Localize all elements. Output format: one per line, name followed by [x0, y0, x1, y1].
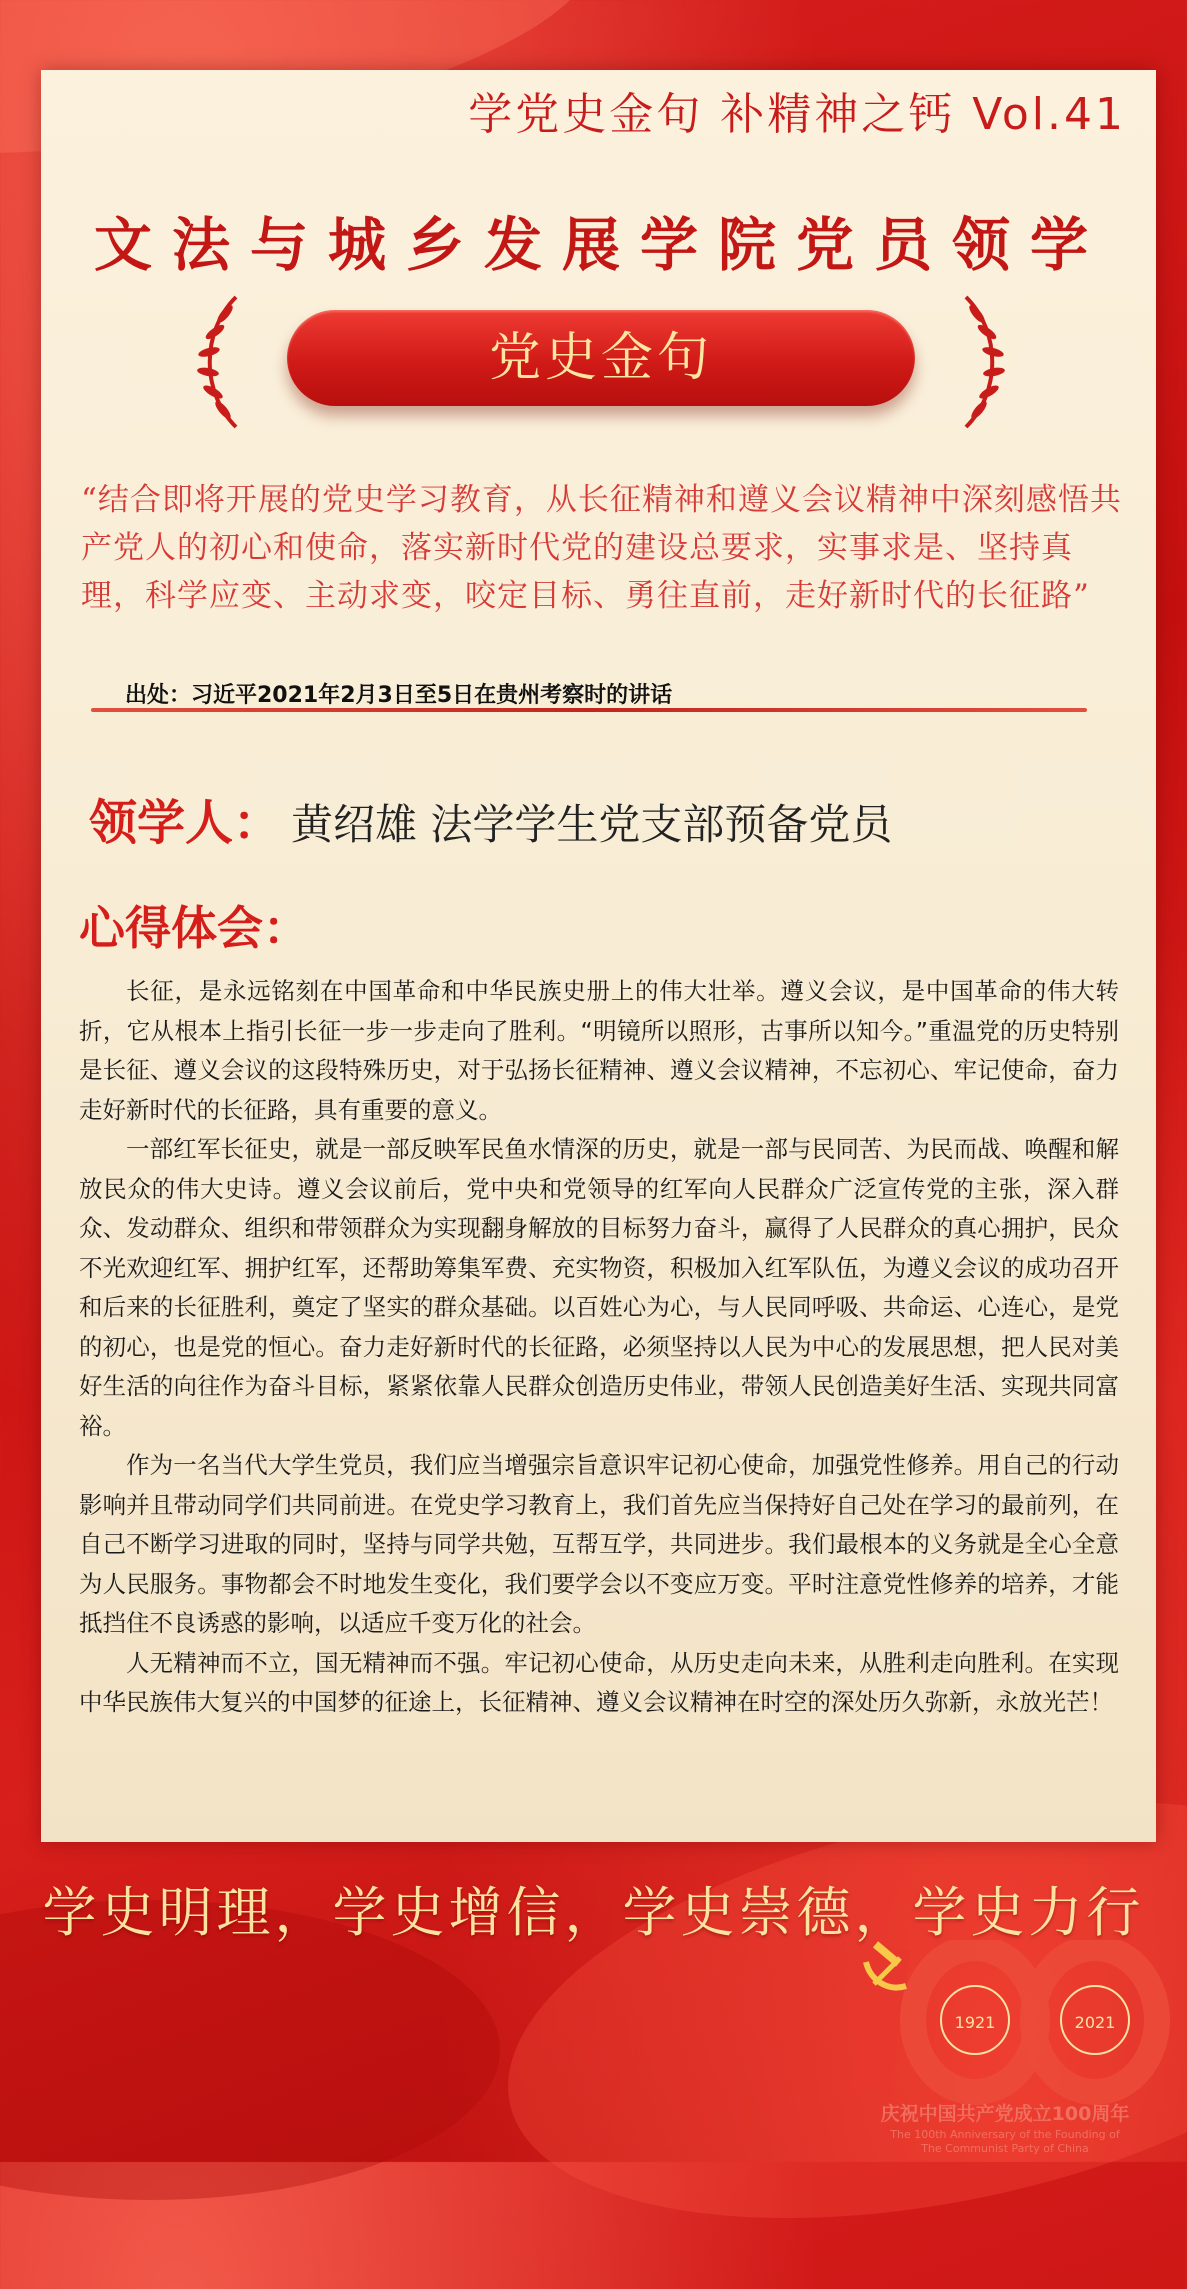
leader-label: 领学人： — [89, 795, 282, 851]
emblem-year-end: 2021 — [1074, 2013, 1116, 2032]
experience-paragraph: 一部红军长征史，就是一部反映军民鱼水情深的历史，就是一部与民同苦、为民而战、唤醒和解放民众的伟大史诗。遵义会议前后，党中央和党领导的红军向人民群众广泛宣传党的主张，深入群众、发动群众、组织和带领群众为实现翻身解放的目标努力奋斗，赢得了人民群众的真心拥护，民众不光欢迎红军、拥护红军，还帮助筹集军费、充实物资，积极加入红军队伍，为遵义会议的成功召开和后来的长征胜利，奠定了坚实的群众基础。以百姓心为心，与人民同呼吸、共命运、心连心，是党的初心，也是党的恒心。奋力走好新时代的长征路，必须坚持以人民为中心的发展思想，把人民对美好生活的向往作为奋斗目标，紧紧依靠人民群众创造历史伟业，带领人民创造美好生活、实现共同富裕。 — [79, 1135, 1119, 1440]
quote-badge: 党史金句 — [287, 310, 915, 406]
content-panel — [41, 70, 1156, 1842]
emblem-caption-en-2: The Communist Party of China — [921, 2142, 1089, 2155]
experience-paragraph: 作为一名当代大学生党员，我们应当增强宗旨意识牢记初心使命，加强党性修养。用自己的行动影响并且带动同学们共同前进。在党史学习教育上，我们首先应当保持好自己处在学习的最前列，在自己不断学习进取的同时，坚持与同学共勉，互帮互学，共同进步。我们最根本的义务就是全心全意为人民服务。事物都会不时地发生变化，我们要学会以不变应万变。平时注意党性修养的培养，才能抵挡住不良诱惑的影响，以适应千变万化的社会。 — [79, 1451, 1119, 1637]
experience-paragraph: 人无精神而不立，国无精神而不强。牢记初心使命，从历史走向未来，从胜利走向胜利。在实现中华民族伟大复兴的中国梦的征途上，长征精神、遵义会议精神在时空的深处历久弥新，永放光芒！ — [79, 1648, 1119, 1716]
leader-line — [89, 784, 892, 853]
slogan: 学史明理，学史增信，学史崇德，学史力行 — [42, 1881, 1145, 1944]
quote-source: 出处：习近平2021年2月3日至5日在贵州考察时的讲话 — [125, 683, 673, 708]
series-title: 学党史金句 补精神之钙 Vol.41 — [468, 89, 1126, 140]
laurel-left-icon — [191, 292, 251, 432]
emblem-year-start: 1921 — [954, 2013, 996, 2032]
laurel-right-icon — [951, 292, 1011, 432]
divider — [91, 708, 1087, 712]
college-title: 文法与城乡发展学院党员领学 — [93, 211, 1108, 279]
experience-body — [79, 972, 1119, 1723]
emblem-caption-cn: 庆祝中国共产党成立100周年 — [880, 2103, 1130, 2125]
experience-paragraph: 长征，是永远铭刻在中国革命和中华民族史册上的伟大壮举。遵义会议，是中国革命的伟大转折，它从根本上指引长征一步一步走向了胜利。“明镜所以照形，古事所以知今。”重温党的历史特别是长征、遵义会议的这段特殊历史，对于弘扬长征精神、遵义会议精神，不忘初心、牢记使命，奋力走好新时代的长征路，具有重要的意义。 — [79, 977, 1119, 1124]
emblem-caption-en-1: The 100th Anniversary of the Founding of — [890, 2128, 1120, 2141]
leader-value: 黄绍雄 法学学生党支部预备党员 — [291, 800, 893, 849]
quote-text: “结合即将开展的党史学习教育，从长征精神和遵义会议精神中深刻感悟共产党人的初心和使命，落实新时代党的建设总要求，实事求是、坚持真理，科学应变、主动求变，咬定目标、勇往直前，走好新时代的长征路” — [81, 482, 1122, 614]
centenary-emblem — [840, 1940, 1170, 2160]
experience-title: 心得体会： — [79, 901, 309, 955]
